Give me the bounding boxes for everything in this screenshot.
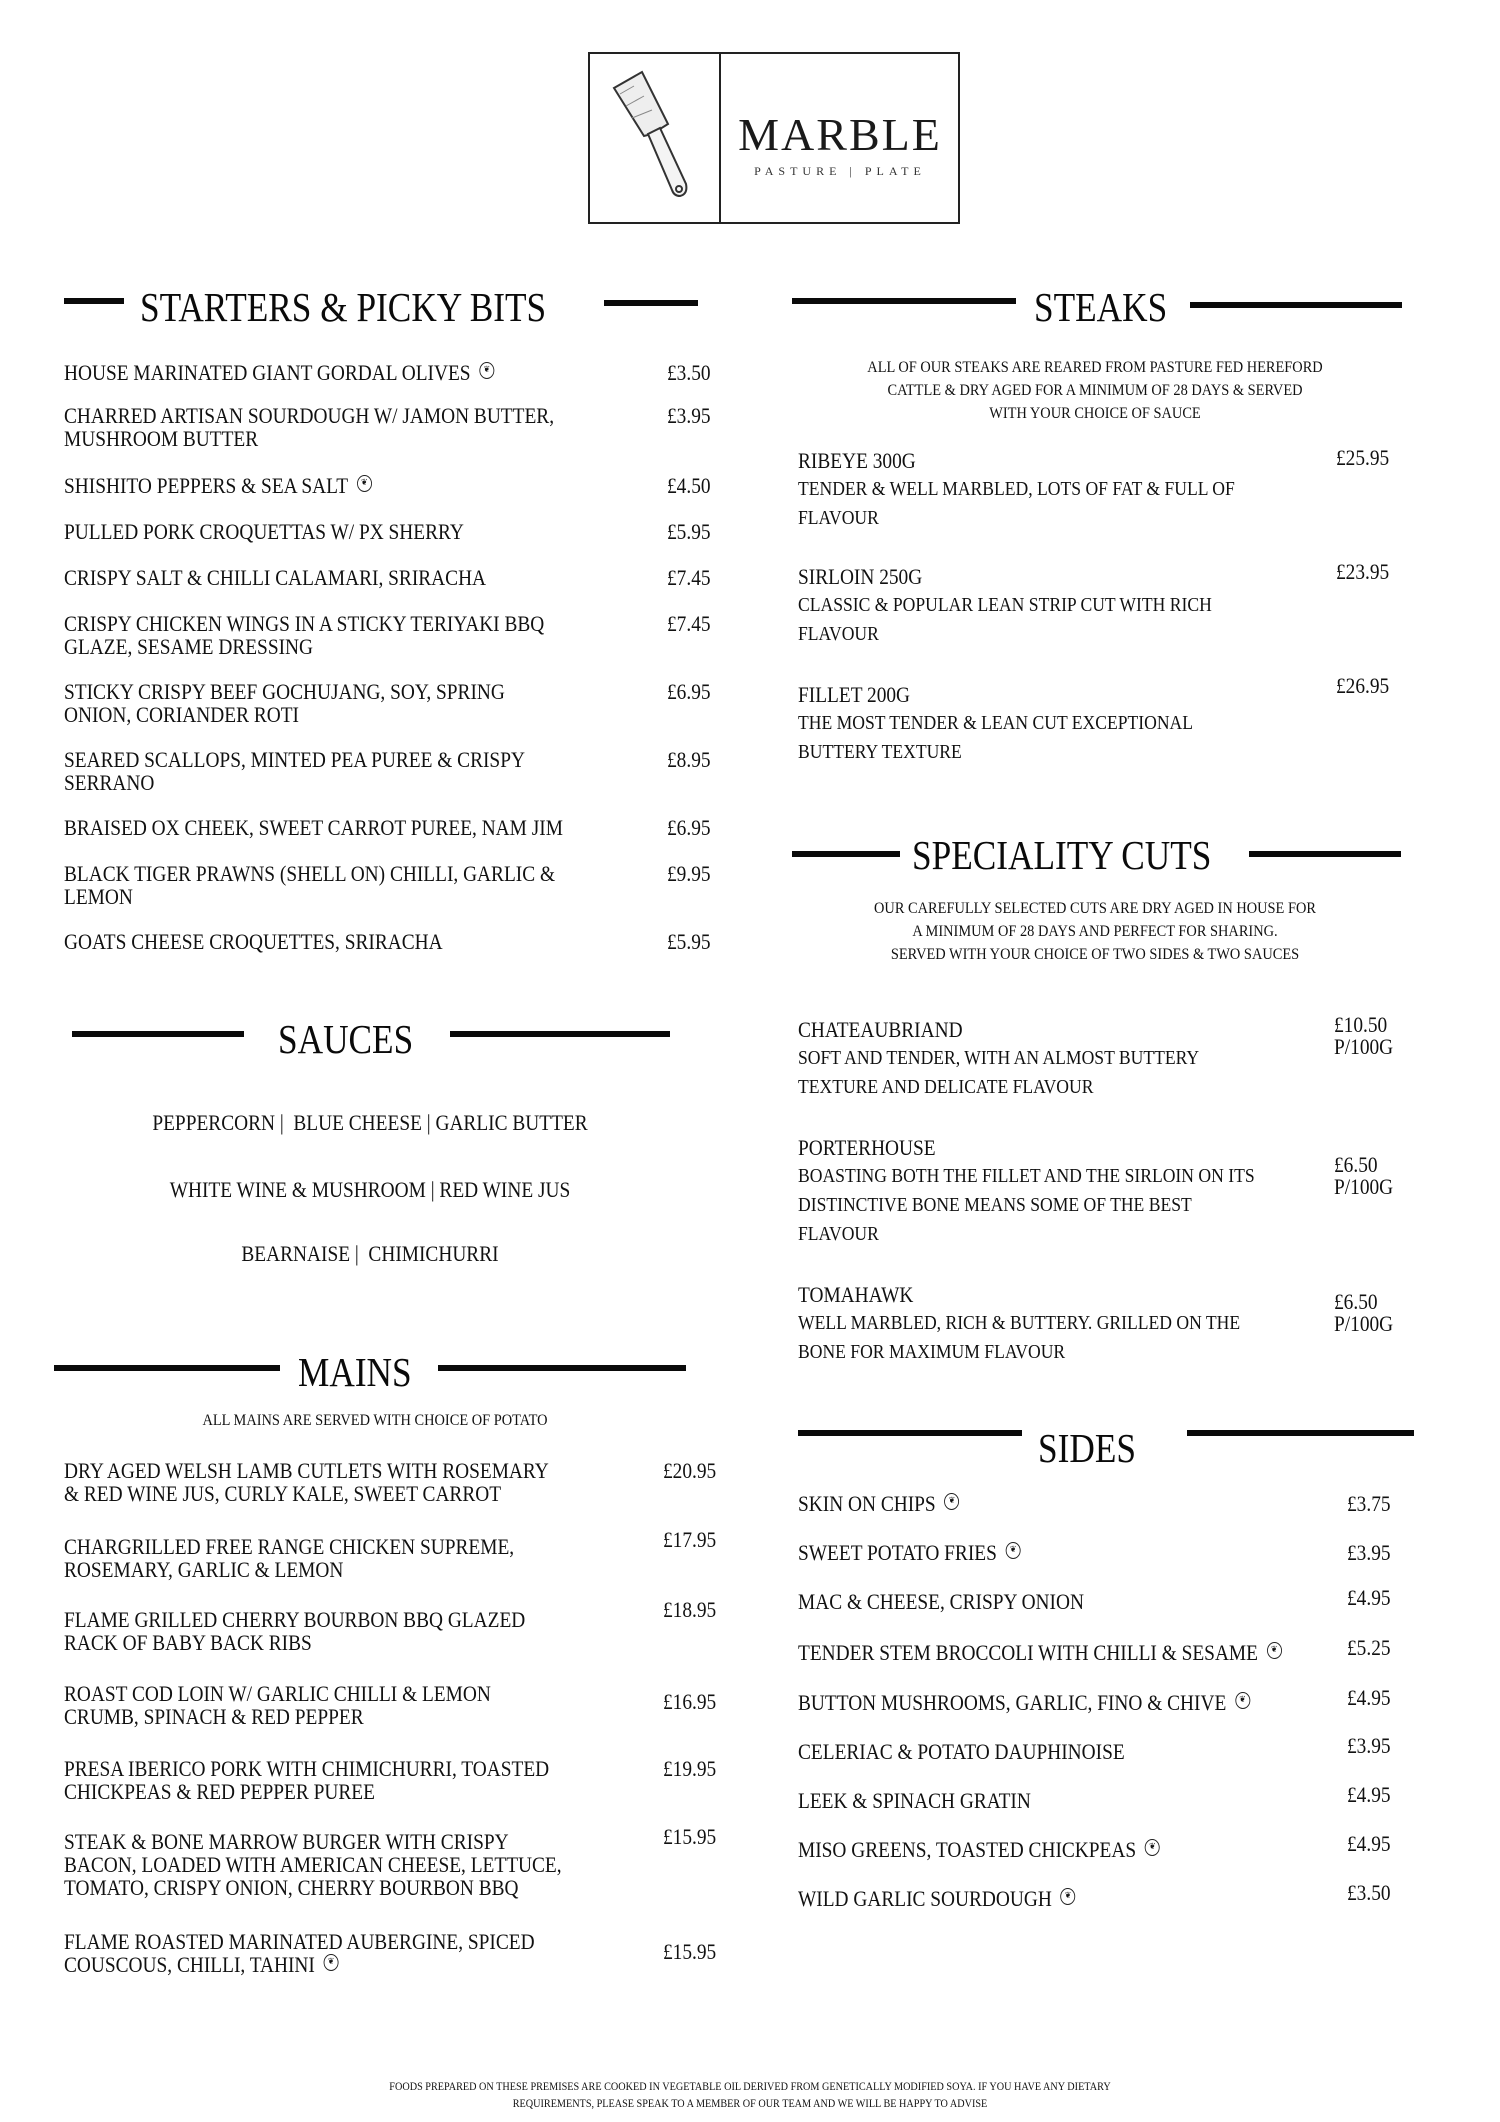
steak-description: THE MOST TENDER & LEAN CUT EXCEPTIONAL [798, 712, 1194, 734]
section-title-sauces: SAUCES [278, 1016, 414, 1062]
side-price: £4.95 [1347, 1782, 1391, 1807]
menu-item-name: BLACK TIGER PRAWNS (SHELL ON) CHILLI, GARLIC & [64, 861, 556, 886]
brand-name: MARBLE [738, 109, 942, 160]
cut-price: £6.50 [1334, 1152, 1378, 1177]
side-item [798, 1641, 1282, 1664]
menu-item-main [64, 1608, 525, 1654]
heading-rule-right [1187, 1430, 1414, 1436]
menu-item-main [64, 1930, 535, 1976]
cut-price-unit: P/100G [1334, 1034, 1394, 1059]
menu-item-name: CHARRED ARTISAN SOURDOUGH W/ JAMON BUTTER, [64, 403, 555, 428]
cut-price: £10.50 [1334, 1012, 1388, 1037]
menu-item-name: STEAK & BONE MARROW BURGER WITH CRISPY [64, 1829, 509, 1854]
menu-item-name: CRUMB, SPINACH & RED PEPPER [64, 1704, 364, 1729]
menu-item-price: £6.95 [667, 679, 711, 704]
menu-item-main [64, 1682, 491, 1728]
menu-item-main [64, 1830, 562, 1899]
side-name: LEEK & SPINACH GRATIN [798, 1788, 1031, 1813]
menu-item-name: ONION, CORIANDER ROTI [64, 702, 300, 727]
menu-item-price: £5.95 [667, 929, 711, 954]
menu-item-starter [64, 474, 372, 497]
side-name: MISO GREENS, TOASTED CHICKPEAS [798, 1837, 1137, 1862]
menu-item-name: RACK OF BABY BACK RIBS [64, 1630, 312, 1655]
menu-item-starter [64, 862, 555, 908]
cut-price: £6.50 [1334, 1289, 1378, 1314]
vegan-icon: ❦ [1145, 1839, 1160, 1856]
menu-item-name: ROSEMARY, GARLIC & LEMON [64, 1557, 344, 1582]
menu-item-name: PRESA IBERICO PORK WITH CHIMICHURRI, TOASTED [64, 1756, 550, 1781]
menu-item-name: TOMATO, CRISPY ONION, CHERRY BOURBON BBQ [64, 1875, 519, 1900]
menu-item-name: CHICKPEAS & RED PEPPER PUREE [64, 1779, 375, 1804]
side-price: £3.95 [1347, 1733, 1391, 1758]
allergen-notice: FOODS PREPARED ON THESE PREMISES ARE COOKED IN VEGETABLE OIL DERIVED FROM GENETICALLY MODIFIED SOYA. IF YOU HAVE ANY DIETARY REQUIREMENTS, PLEASE SPEAK TO A MEMBER OF OUR TEAM AND WE WILL BE HAPPY TO ADVISE [389, 2079, 1111, 2110]
side-name: TENDER STEM BROCCOLI WITH CHILLI & SESAME [798, 1640, 1258, 1665]
menu-item-name: PULLED PORK CROQUETTAS W/ PX SHERRY [64, 519, 464, 544]
menu-item-main [64, 1535, 514, 1581]
cleaver-icon [604, 66, 704, 206]
section-title-speciality: SPECIALITY CUTS [912, 832, 1212, 878]
menu-item-price: £3.95 [667, 403, 711, 428]
heading-rule-right [1249, 851, 1401, 857]
heading-rule-left [64, 298, 124, 304]
menu-item-name: BACON, LOADED WITH AMERICAN CHEESE, LETTUCE, [64, 1852, 562, 1877]
menu-item-name: ROAST COD LOIN W/ GARLIC CHILLI & LEMON [64, 1681, 491, 1706]
vegan-icon: ❦ [479, 362, 494, 379]
vegan-icon: ❦ [1235, 1692, 1250, 1709]
side-name: SKIN ON CHIPS [798, 1491, 936, 1516]
menu-item-name: LEMON [64, 884, 133, 909]
menu-item-name: BRAISED OX CHEEK, SWEET CARROT PUREE, NAM JIM [64, 815, 563, 840]
cut-name: TOMAHAWK [798, 1282, 914, 1307]
menu-item-starter [64, 612, 544, 658]
brand-tagline: PASTURE | PLATE [754, 164, 926, 178]
steak-name: FILLET 200G [798, 682, 911, 707]
menu-item-price: £7.45 [667, 611, 711, 636]
heading-rule-right [1190, 302, 1402, 308]
section-title-steaks: STEAKS [1034, 284, 1168, 330]
menu-item-price: £4.50 [667, 473, 711, 498]
menu-item-name: HOUSE MARINATED GIANT GORDAL OLIVES ❦ [64, 361, 494, 384]
menu-item-price: £17.95 [663, 1527, 717, 1552]
mains-note: ALL MAINS ARE SERVED WITH CHOICE OF POTATO [202, 1412, 548, 1429]
menu-item-price: £7.45 [667, 565, 711, 590]
logo-divider [719, 52, 721, 224]
menu-item-name: FLAME GRILLED CHERRY BOURBON BBQ GLAZED [64, 1607, 526, 1632]
side-item [798, 1740, 1125, 1763]
menu-item-name: SERRANO [64, 770, 155, 795]
cut-price-unit: P/100G [1334, 1174, 1394, 1199]
menu-item-starter [64, 520, 464, 543]
steaks-note: ALL OF OUR STEAKS ARE REARED FROM PASTURE FED HEREFORD CATTLE & DRY AGED FOR A MINIMUM OF 28 DAYS & SERVED WITH YOUR CHOICE OF SAUCE [867, 359, 1323, 422]
vegan-icon: ❦ [1006, 1542, 1021, 1559]
menu-item-starter [64, 680, 505, 726]
side-item [798, 1541, 1021, 1564]
side-price: £3.50 [1347, 1880, 1391, 1905]
steak-price: £26.95 [1336, 673, 1390, 698]
vegan-icon: ❦ [357, 475, 372, 492]
menu-item-price: £18.95 [663, 1597, 717, 1622]
menu-item-name: & RED WINE JUS, CURLY KALE, SWEET CARROT [64, 1481, 502, 1506]
cut-description: BONE FOR MAXIMUM FLAVOUR [798, 1341, 1066, 1363]
side-price: £4.95 [1347, 1831, 1391, 1856]
menu-item-price: £20.95 [663, 1458, 717, 1483]
vegan-icon: ❦ [945, 1493, 960, 1510]
speciality-note: OUR CAREFULLY SELECTED CUTS ARE DRY AGED IN HOUSE FOR A MINIMUM OF 28 DAYS AND PERFECT FOR SHARING. SERVED WITH YOUR CHOICE OF TWO SIDES & TWO SAUCES [874, 900, 1316, 963]
menu-item-price: £3.50 [667, 360, 711, 385]
side-item [798, 1789, 1031, 1812]
heading-rule-left [72, 1031, 244, 1037]
heading-rule-right [438, 1365, 686, 1371]
sauce-line: BEARNAISE | CHIMICHURRI [241, 1241, 499, 1266]
steak-description: TENDER & WELL MARBLED, LOTS OF FAT & FULL OF [798, 478, 1235, 500]
cut-name: CHATEAUBRIAND [798, 1017, 963, 1042]
side-name: BUTTON MUSHROOMS, GARLIC, FINO & CHIVE [798, 1690, 1227, 1715]
cut-name: PORTERHOUSE [798, 1135, 936, 1160]
cut-description: TEXTURE AND DELICATE FLAVOUR [798, 1076, 1094, 1098]
menu-item-starter [64, 361, 494, 384]
menu-item-name: FLAME ROASTED MARINATED AUBERGINE, SPICED [64, 1929, 535, 1954]
vegan-icon: ❦ [1267, 1642, 1282, 1659]
cut-description: WELL MARBLED, RICH & BUTTERY. GRILLED ON THE [798, 1312, 1241, 1334]
sauce-line: WHITE WINE & MUSHROOM | RED WINE JUS [169, 1177, 571, 1202]
steak-name: SIRLOIN 250G [798, 564, 923, 589]
side-price: £3.75 [1347, 1491, 1391, 1516]
menu-item-name: SHISHITO PEPPERS & SEA SALT ❦ [64, 474, 372, 497]
section-title-starters: STARTERS & PICKY BITS [140, 284, 547, 330]
menu-item-name: CRISPY SALT & CHILLI CALAMARI, SRIRACHA [64, 565, 487, 590]
side-item [798, 1590, 1084, 1613]
side-name: CELERIAC & POTATO DAUPHINOISE [798, 1739, 1125, 1764]
section-title-sides: SIDES [1038, 1425, 1136, 1471]
vegan-icon: ❦ [1061, 1888, 1076, 1905]
menu-item-name: GOATS CHEESE CROQUETTES, SRIRACHA [64, 929, 443, 954]
side-name: SWEET POTATO FRIES [798, 1540, 997, 1565]
menu-item-name: DRY AGED WELSH LAMB CUTLETS WITH ROSEMARY [64, 1458, 549, 1483]
side-item [798, 1887, 1076, 1910]
sauce-line: PEPPERCORN | BLUE CHEESE | GARLIC BUTTER [152, 1110, 588, 1135]
steak-description: CLASSIC & POPULAR LEAN STRIP CUT WITH RICH [798, 594, 1212, 616]
steak-price: £23.95 [1336, 559, 1390, 584]
side-item [798, 1492, 959, 1515]
heading-rule-left [792, 851, 900, 857]
menu-item-starter [64, 404, 554, 450]
menu-item-starter [64, 930, 443, 953]
menu-item-price: £8.95 [667, 747, 711, 772]
menu-item-price: £15.95 [663, 1939, 717, 1964]
side-price: £4.95 [1347, 1685, 1391, 1710]
steak-description: FLAVOUR [798, 507, 879, 529]
menu-item-name: CHARGRILLED FREE RANGE CHICKEN SUPREME, [64, 1534, 515, 1559]
menu-item-name: COUSCOUS, CHILLI, TAHINI ❦ [64, 1953, 535, 1976]
menu-item-main [64, 1757, 549, 1803]
side-name: WILD GARLIC SOURDOUGH [798, 1886, 1052, 1911]
side-price: £5.25 [1347, 1635, 1391, 1660]
steak-description: BUTTERY TEXTURE [798, 741, 962, 763]
cut-description: DISTINCTIVE BONE MEANS SOME OF THE BEST [798, 1194, 1192, 1216]
cut-description: FLAVOUR [798, 1223, 879, 1245]
heading-rule-left [54, 1365, 280, 1371]
menu-item-starter [64, 748, 525, 794]
heading-rule-right [450, 1031, 670, 1037]
heading-rule-left [798, 1430, 1022, 1436]
side-item [798, 1691, 1250, 1714]
cut-description: BOASTING BOTH THE FILLET AND THE SIRLOIN ON ITS [798, 1165, 1255, 1187]
menu-item-starter [64, 566, 486, 589]
menu-item-price: £19.95 [663, 1756, 717, 1781]
menu-item-name: MUSHROOM BUTTER [64, 426, 259, 451]
heading-rule-right [604, 300, 698, 306]
section-title-mains: MAINS [298, 1349, 412, 1395]
side-name: MAC & CHEESE, CRISPY ONION [798, 1589, 1084, 1614]
menu-item-name: GLAZE, SESAME DRESSING [64, 634, 314, 659]
cut-price-unit: P/100G [1334, 1311, 1394, 1336]
menu-item-price: £16.95 [663, 1689, 717, 1714]
menu-item-price: £15.95 [663, 1824, 717, 1849]
heading-rule-left [792, 298, 1016, 304]
menu-item-price: £9.95 [667, 861, 711, 886]
vegan-icon: ❦ [324, 1954, 339, 1971]
menu-item-price: £5.95 [667, 519, 711, 544]
side-item [798, 1838, 1160, 1861]
cut-description: SOFT AND TENDER, WITH AN ALMOST BUTTERY [798, 1047, 1200, 1069]
menu-item-starter [64, 816, 563, 839]
menu-item-name: SEARED SCALLOPS, MINTED PEA PUREE & CRISPY [64, 747, 525, 772]
side-price: £4.95 [1347, 1585, 1391, 1610]
menu-item-price: £6.95 [667, 815, 711, 840]
side-price: £3.95 [1347, 1540, 1391, 1565]
menu-item-name: STICKY CRISPY BEEF GOCHUJANG, SOY, SPRING [64, 679, 505, 704]
steak-price: £25.95 [1336, 445, 1390, 470]
steak-description: FLAVOUR [798, 623, 879, 645]
menu-item-name: CRISPY CHICKEN WINGS IN A STICKY TERIYAKI BBQ [64, 611, 545, 636]
steak-name: RIBEYE 300G [798, 448, 916, 473]
menu-item-main [64, 1459, 549, 1505]
